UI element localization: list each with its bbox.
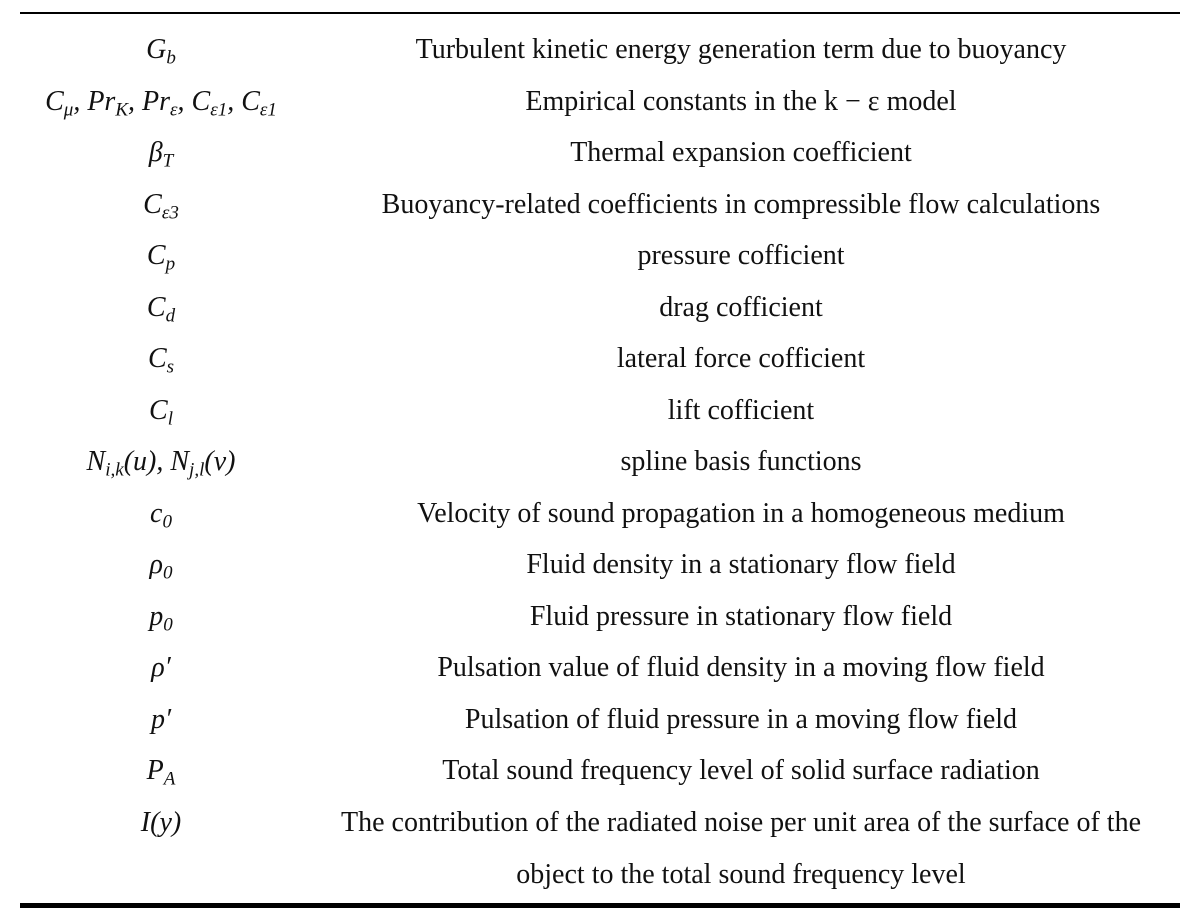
- symbol-cell: p′: [150, 703, 172, 735]
- table-row: [20, 76, 1180, 128]
- table-row: [20, 230, 1180, 282]
- table-top-rule: [20, 12, 1180, 14]
- symbol-cell: $p_0$: [149, 600, 173, 636]
- description-cell: Fluid density in a stationary flow field: [526, 549, 956, 580]
- description-cell: The contribution of the radiated noise per unit area of the surface of the object to the total sound frequency level: [340, 806, 1141, 890]
- symbol-cell: $\beta_T$: [148, 137, 174, 172]
- table-row: [20, 333, 1180, 385]
- description-cell: lateral force cofficient: [616, 343, 866, 374]
- symbol-cell: $C_p$: [146, 240, 176, 275]
- description-cell: Turbulent kinetic energy generation term due to buoyancy: [415, 34, 1067, 65]
- description-cell: Pulsation of fluid pressure in a moving flow field: [464, 703, 1018, 735]
- symbol-cell: $C_l$: [149, 394, 173, 430]
- symbol-cell: $C_d$: [146, 291, 176, 327]
- symbol-cell: $G_b$: [146, 34, 176, 69]
- table-row: [20, 24, 1180, 76]
- symbol-cell: $C_\mu$, $Pr_K$, $Pr_\varepsilon$, $C_{\varepsilon 1}$, $C_{\varepsilon 1}$: [45, 85, 277, 121]
- description-cell: Pulsation value of fluid density in a moving flow field: [437, 652, 1045, 683]
- description-cell: Empirical constants in the k − ε model: [525, 85, 957, 117]
- description-cell: Velocity of sound propagation in a homogeneous medium: [417, 497, 1065, 529]
- table-row: [20, 127, 1180, 179]
- table-bottom-rule: [20, 903, 1180, 908]
- description-cell: Buoyancy-related coefficients in compressible flow calculations: [381, 188, 1101, 220]
- description-cell: Total sound frequency level of solid surface radiation: [442, 755, 1040, 786]
- symbol-cell: $N_{i,k}(u)$, $N_{j,l}(v)$: [86, 446, 236, 481]
- table-row: [20, 797, 1180, 901]
- symbol-cell: $C_s$: [147, 343, 175, 378]
- table-row: [20, 694, 1180, 746]
- table-row: [20, 436, 1180, 488]
- table-row: [20, 591, 1180, 643]
- symbol-cell: I(y): [140, 806, 182, 838]
- table-row: [20, 282, 1180, 334]
- table-row: [20, 385, 1180, 437]
- table-row: [20, 488, 1180, 540]
- description-cell: Thermal expansion coefficient: [570, 137, 912, 168]
- symbol-cell: ρ′: [151, 652, 171, 683]
- description-cell: Fluid pressure in stationary flow field: [529, 600, 953, 632]
- table-row: [20, 745, 1180, 797]
- description-cell: pressure cofficient: [637, 240, 845, 271]
- nomenclature-table: [20, 24, 1180, 901]
- table-row: [20, 179, 1180, 231]
- symbol-cell: $C_{\varepsilon 3}$: [143, 188, 179, 224]
- symbol-cell: $c_0$: [150, 497, 172, 533]
- description-cell: drag cofficient: [659, 291, 823, 323]
- table-row: [20, 642, 1180, 694]
- description-cell: lift cofficient: [667, 394, 815, 426]
- table-row: [20, 539, 1180, 591]
- description-cell: spline basis functions: [620, 446, 862, 477]
- symbol-cell: $\rho_0$: [149, 549, 173, 584]
- symbol-cell: $P_A$: [146, 755, 176, 790]
